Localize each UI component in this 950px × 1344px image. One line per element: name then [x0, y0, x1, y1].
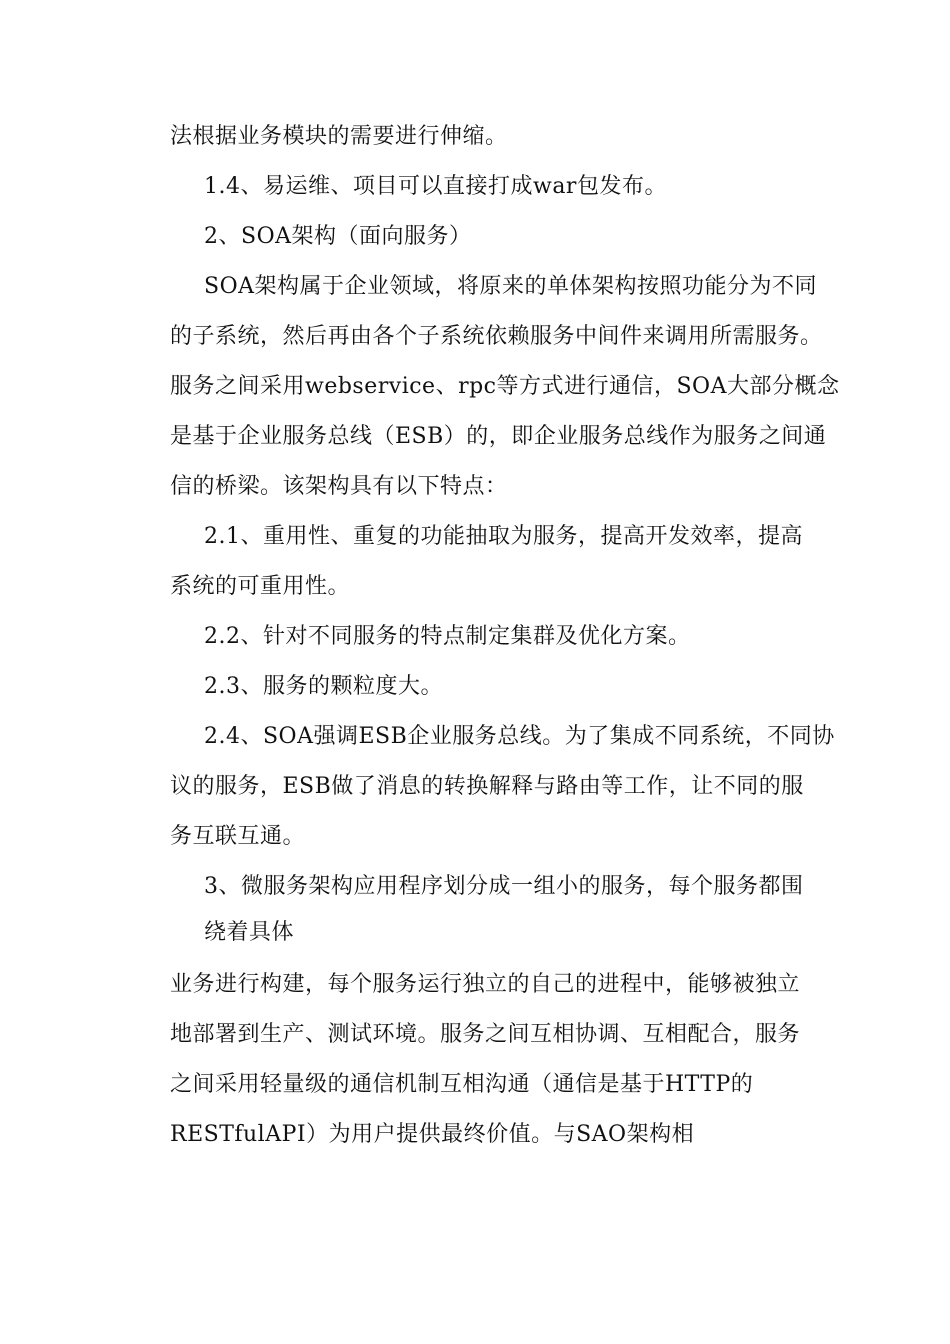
text-line: 务互联互通。 — [170, 824, 306, 849]
text-line: 系统的可重用性。 — [170, 574, 351, 599]
text-line: 绕着具体 — [204, 920, 295, 945]
text-line: 法根据业务模块的需要进行伸缩。 — [170, 124, 508, 149]
text-line: 服务之间采用webservice、rpc等方式进行通信，SOA大部分概念 — [170, 374, 840, 399]
text-line: 2.2、针对不同服务的特点制定集群及优化方案。 — [204, 624, 691, 649]
text-line: 2.4、SOA强调ESB企业服务总线。为了集成不同系统，不同协 — [204, 724, 835, 749]
text-line: RESTfulAPI）为用户提供最终价值。与SAO架构相 — [170, 1122, 695, 1147]
text-line: 是基于企业服务总线（ESB）的，即企业服务总线作为服务之间通 — [170, 424, 827, 449]
text-line: 议的服务，ESB做了消息的转换解释与路由等工作，让不同的服 — [170, 774, 804, 799]
section-heading: 3、微服务架构应用程序划分成一组小的服务，每个服务都围 — [204, 874, 804, 899]
text-line: 1.4、易运维、项目可以直接打成war包发布。 — [204, 174, 667, 199]
section-heading: 2、SOA架构（面向服务） — [204, 224, 472, 249]
text-line: 业务进行构建，每个服务运行独立的自己的进程中，能够被独立 — [170, 972, 801, 997]
text-line: 2.3、服务的颗粒度大。 — [204, 674, 443, 699]
text-line: 之间采用轻量级的通信机制互相沟通（通信是基于HTTP的 — [170, 1072, 754, 1097]
text-line: SOA架构属于企业领域，将原来的单体架构按照功能分为不同 — [204, 274, 817, 299]
text-line: 地部署到生产、测试环境。服务之间互相协调、互相配合，服务 — [170, 1022, 801, 1047]
text-line: 的子系统，然后再由各个子系统依赖服务中间件来调用所需服务。 — [170, 324, 823, 349]
text-line: 信的桥梁。该架构具有以下特点： — [170, 474, 508, 499]
text-line: 2.1、重用性、重复的功能抽取为服务，提高开发效率，提高 — [204, 524, 803, 549]
